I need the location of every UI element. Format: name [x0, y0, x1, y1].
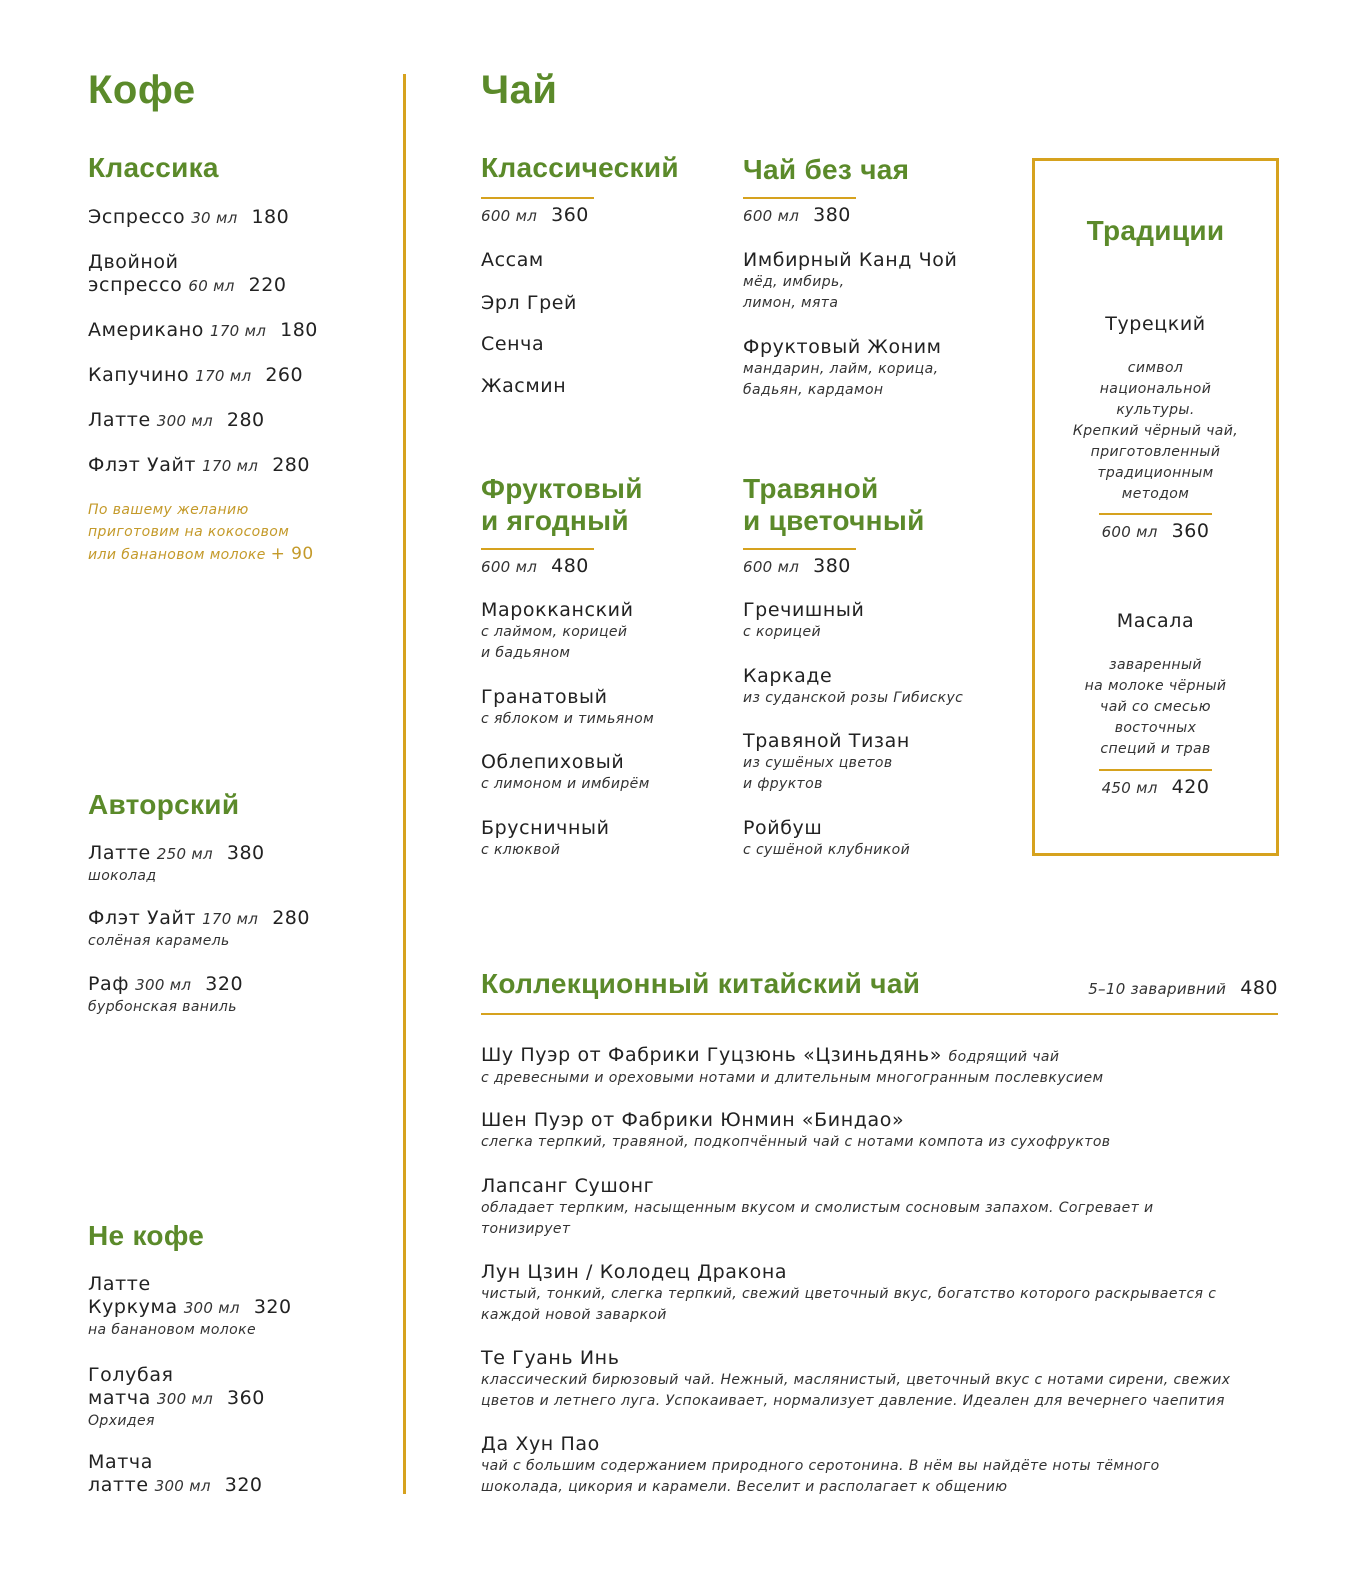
item-name: эспрессо — [88, 274, 183, 296]
note-line: По вашему желанию — [88, 502, 249, 518]
title-line: и цветочный — [743, 505, 925, 536]
item-desc: мёд, имбирь, — [743, 274, 845, 290]
menu-item — [88, 319, 318, 343]
price-line — [481, 204, 589, 228]
item-name: Флэт Уайт — [88, 454, 197, 476]
section-rule — [481, 197, 594, 199]
menu-item — [88, 409, 265, 433]
section-rule — [481, 1013, 1278, 1015]
section-rule — [481, 548, 594, 550]
item-price: 320 — [205, 973, 244, 995]
section-rule — [743, 548, 856, 550]
item-desc: лимон, мята — [743, 295, 839, 311]
title-line: Травяной — [743, 473, 879, 504]
section-rule — [1099, 513, 1212, 515]
price-line — [1035, 520, 1276, 544]
item-name: Лун Цзин / Колодец Дракона — [481, 1261, 788, 1283]
menu-item — [88, 1273, 292, 1341]
item-volume: 170 мл — [202, 457, 259, 475]
item-desc: мандарин, лайм, корица, — [743, 361, 939, 377]
tea-item: Ассам — [481, 249, 544, 271]
item-desc: традиционным — [1097, 465, 1214, 481]
item-volume: 600 мл — [743, 207, 800, 225]
menu-item — [88, 364, 303, 388]
item-name-line1: Двойной — [88, 251, 179, 273]
item-name: Американо — [88, 319, 204, 341]
item-desc: шоколада, цикория и карамели. Веселит и располагает к общению — [481, 1479, 1008, 1495]
item-volume: 300 мл — [154, 1477, 211, 1495]
item-price: 480 — [551, 555, 589, 577]
item-volume: 300 мл — [156, 1390, 214, 1408]
item-desc: классический бирюзовый чай. Нежный, маслянистый, цветочный вкус с нотами сирени, свежих — [481, 1372, 1231, 1388]
item-desc: шоколад — [88, 868, 157, 884]
tea-item — [481, 817, 610, 861]
item-price: 380 — [813, 204, 851, 226]
item-name: матча — [88, 1387, 151, 1409]
item-volume: 600 мл — [743, 558, 800, 576]
item-desc: восточных — [1114, 720, 1197, 736]
item-price: 360 — [551, 204, 589, 226]
item-desc: с лаймом, корицей — [481, 624, 628, 640]
item-name: Масала — [1116, 610, 1195, 632]
item-name: Турецкий — [1105, 313, 1206, 335]
tea-item — [481, 751, 650, 795]
price-line — [743, 555, 851, 579]
title-line: Фруктовый — [481, 473, 643, 504]
author-coffee-title: Авторский — [88, 789, 240, 820]
item-volume: 170 мл — [202, 910, 259, 928]
tradition-item — [1035, 610, 1276, 760]
item-price: 320 — [224, 1474, 263, 1496]
tea-item: Эрл Грей — [481, 292, 577, 314]
item-desc: с древесными и ореховыми нотами и длительным многогранным послевкусием — [481, 1070, 1104, 1086]
tea-item — [481, 686, 654, 730]
item-name: Фруктовый Жоним — [743, 336, 942, 358]
item-volume: 300 мл — [183, 1299, 240, 1317]
item-desc: из суданской розы Гибискус — [743, 690, 964, 706]
item-name: Шен Пуэр от Фабрики Юнмин «Биндао» — [481, 1109, 905, 1131]
item-volume: 250 мл — [156, 845, 213, 863]
item-volume: 600 мл — [481, 558, 538, 576]
chinese-tea-item — [481, 1109, 1281, 1153]
item-name: Лапсанг Сушонг — [481, 1175, 655, 1197]
price-line — [481, 555, 589, 579]
tea-item — [481, 599, 634, 664]
item-desc: обладает терпким, насыщенным вкусом и смолистым сосновым запахом. Согревает и — [481, 1200, 1154, 1216]
tea-item — [743, 336, 942, 401]
classic-tea-title: Классический — [481, 152, 679, 183]
item-name: Да Хун Пао — [481, 1433, 600, 1455]
infusions-count: 5–10 заваривний — [1088, 980, 1227, 998]
item-desc: с яблоком и тимьяном — [481, 711, 655, 727]
item-desc: методом — [1121, 486, 1190, 502]
coffee-title: Кофе — [88, 68, 196, 112]
item-volume: 170 мл — [210, 322, 267, 340]
item-name: Куркума — [88, 1296, 178, 1318]
item-desc: солёная карамель — [88, 933, 230, 949]
tea-title: Чай — [481, 68, 558, 112]
item-price: 180 — [280, 319, 318, 341]
item-price: 320 — [253, 1296, 292, 1318]
item-desc: на банановом молоке — [88, 1322, 256, 1338]
item-desc: тонизирует — [481, 1221, 571, 1237]
note-line: или банановом молоке — [88, 547, 266, 563]
item-name: Каркаде — [743, 665, 833, 687]
item-name: Имбирный Канд Чой — [743, 249, 958, 271]
item-desc: чистый, тонкий, слегка терпкий, свежий цветочный вкус, богатство которого раскрывается с — [481, 1286, 1217, 1302]
classic-coffee-title: Классика — [88, 152, 219, 183]
item-desc: Орхидея — [88, 1413, 155, 1429]
item-name: Ройбуш — [743, 817, 823, 839]
item-desc: и бадьяном — [481, 645, 571, 661]
item-name: Марокканский — [481, 599, 634, 621]
item-desc: и фруктов — [743, 776, 823, 792]
tea-item: Сенча — [481, 333, 545, 355]
item-desc: бодрящий чай — [948, 1049, 1060, 1065]
item-volume: 300 мл — [135, 976, 192, 994]
menu-item — [88, 454, 310, 478]
item-desc: бурбонская ваниль — [88, 999, 237, 1015]
price-line — [743, 204, 851, 228]
item-desc: цветов и летнего луга. Успокаивает, нормализует давление. Идеален для вечернего чаепития — [481, 1393, 1225, 1409]
chinese-tea-item — [481, 1433, 1281, 1498]
item-name: Брусничный — [481, 817, 610, 839]
item-desc: на молоке чёрный — [1084, 678, 1227, 694]
item-price: 480 — [1240, 977, 1278, 999]
not-coffee-title: Не кофе — [88, 1220, 205, 1251]
item-desc: Крепкий чёрный чай, — [1072, 423, 1239, 439]
item-volume: 60 мл — [188, 277, 235, 295]
note-price: + 90 — [270, 544, 314, 564]
tea-item — [743, 817, 910, 861]
tea-item: Жасмин — [481, 375, 567, 397]
item-desc: заваренный — [1109, 657, 1202, 673]
column-divider — [403, 74, 406, 1494]
item-desc: чай с большим содержанием природного серотонина. В нём вы найдёте ноты тёмного — [481, 1458, 1160, 1474]
item-desc: культуры. — [1116, 402, 1195, 418]
item-price: 360 — [1171, 520, 1210, 542]
tea-item — [743, 599, 864, 643]
item-name-line1: Латте — [88, 1273, 151, 1295]
item-price: 180 — [251, 206, 290, 228]
section-rule — [1099, 769, 1212, 771]
item-name-line1: Голубая — [88, 1364, 174, 1386]
item-price: 280 — [272, 907, 310, 929]
item-desc: бадьян, кардамон — [743, 382, 884, 398]
item-volume: 450 мл — [1101, 779, 1158, 797]
price-line — [1035, 776, 1276, 800]
herbal-tea-title — [743, 473, 925, 537]
item-name: Гречишный — [743, 599, 865, 621]
chinese-tea-item — [481, 1175, 1281, 1240]
item-desc: каждой новой заваркой — [481, 1307, 667, 1323]
item-name: Те Гуань Инь — [481, 1347, 620, 1369]
tea-item — [743, 665, 963, 709]
milk-note — [88, 499, 314, 566]
item-volume: 600 мл — [481, 207, 538, 225]
tea-item — [743, 249, 957, 314]
tradition-item — [1035, 313, 1276, 505]
item-price: 220 — [248, 274, 287, 296]
item-desc: с лимоном и имбирём — [481, 776, 650, 792]
title-line: и ягодный — [481, 505, 629, 536]
item-desc: приготовленный — [1090, 444, 1221, 460]
item-name: латте — [88, 1474, 149, 1496]
item-desc: с клюквой — [481, 842, 561, 858]
chinese-price-line — [1082, 977, 1278, 1001]
fruit-tea-title — [481, 473, 643, 537]
item-name: Раф — [88, 973, 130, 995]
item-name: Латте — [88, 409, 151, 431]
item-volume: 170 мл — [195, 367, 252, 385]
chinese-tea-item — [481, 1261, 1281, 1326]
item-name: Гранатовый — [481, 686, 608, 708]
menu-item — [88, 842, 265, 887]
item-name-line1: Матча — [88, 1451, 153, 1473]
item-price: 380 — [813, 555, 851, 577]
menu-item — [88, 206, 289, 230]
item-price: 260 — [265, 364, 304, 386]
traditions-title: Традиции — [1086, 215, 1225, 246]
item-name: Эспрессо — [88, 206, 186, 228]
item-name: Облепиховый — [481, 751, 625, 773]
note-line: приготовим на кокосовом — [88, 524, 290, 540]
item-price: 280 — [272, 454, 310, 476]
section-rule — [743, 197, 856, 199]
item-name: Травяной Тизан — [743, 730, 910, 752]
item-desc: чай со смесью — [1100, 699, 1211, 715]
item-name: Капучино — [88, 364, 190, 386]
item-name: Латте — [88, 842, 151, 864]
menu-item — [88, 973, 243, 1018]
item-desc: национальной — [1099, 381, 1212, 397]
item-volume: 600 мл — [1101, 523, 1158, 541]
chinese-tea-item — [481, 1347, 1281, 1412]
item-volume: 300 мл — [156, 412, 213, 430]
chinese-tea-title: Коллекционный китайский чай — [481, 968, 921, 999]
item-desc: с корицей — [743, 624, 821, 640]
item-price: 420 — [1171, 776, 1210, 798]
item-volume: 30 мл — [191, 209, 238, 227]
menu-item — [88, 1451, 263, 1498]
item-desc: специй и трав — [1100, 741, 1211, 757]
no-tea-title: Чай без чая — [743, 154, 910, 185]
item-desc: с сушёной клубникой — [743, 842, 911, 858]
item-price: 360 — [227, 1387, 265, 1409]
item-price: 380 — [226, 842, 265, 864]
tea-item — [743, 730, 910, 795]
item-name: Флэт Уайт — [88, 907, 197, 929]
menu-item — [88, 1364, 265, 1432]
chinese-tea-item — [481, 1044, 1281, 1089]
item-desc: из сушёных цветов — [743, 755, 893, 771]
item-desc: слегка терпкий, травяной, подкопчённый чай с нотами компота из сухофруктов — [481, 1134, 1111, 1150]
item-price: 280 — [226, 409, 265, 431]
menu-item — [88, 251, 286, 298]
item-name: Шу Пуэр от Фабрики Гуцзюнь «Цзиньдянь» — [481, 1044, 942, 1066]
item-desc: символ — [1127, 360, 1184, 376]
menu-item — [88, 907, 310, 952]
